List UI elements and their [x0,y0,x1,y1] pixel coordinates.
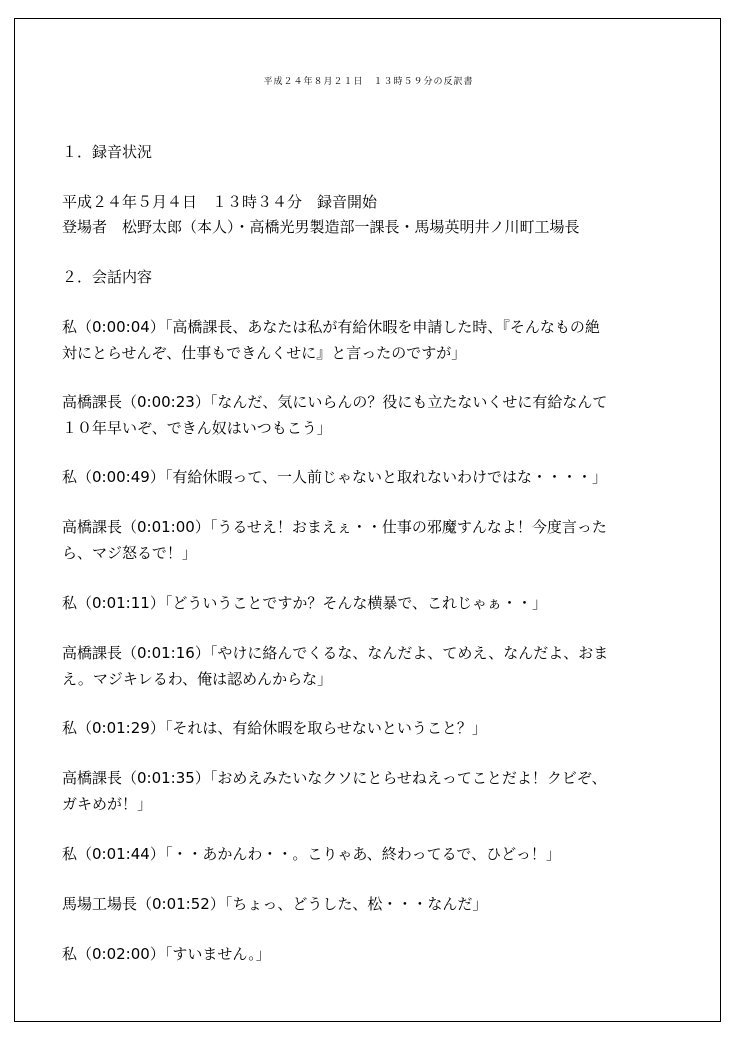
participants-line: 登場者 松野太郎（本人）・高橋光男製造部一課長・馬場英明井ノ川町工場長 [62,218,580,236]
entry-line: 高橋課長（0:00:23）「なんだ、気にいらんの？役にも立たないくせに有給なんて [62,393,608,411]
entry-line: １０年早いぞ、できん奴はいつもこう」 [62,419,332,437]
entry-line: 高橋課長（0:01:35）「おめえみたいなクソにとらせねえってことだよ！クビぞ、 [62,769,607,787]
entry-line: ら、マジ怒るで！」 [62,544,197,562]
conversation-entry [62,314,668,366]
entry-line: 私（0:01:29）「それは、有給休暇を取らせないということ？」 [62,719,487,737]
entry-line: 馬場工場長（0:01:52）「ちょっ、どうした、松・・・なんだ」 [62,895,488,913]
entry-line: 対にとらせんぞ、仕事もできんくせに』と言ったのですが」 [62,344,467,362]
entry-line: 私（0:01:11）「どういうことですか？そんな横暴で、これじゃぁ・・」 [62,594,548,612]
entry-line: 高橋課長（0:01:00）「うるせえ！おまえぇ・・仕事の邪魔すんなよ！今度言った [62,518,607,536]
section-heading-conversation: ２．会話内容 [62,268,153,286]
conversation-entry [62,841,668,867]
entry-line: え。マジキレるわ、俺は認めんからな」 [62,670,333,688]
conversation-entry [62,514,668,566]
entry-line: 私（0:02:00）「すいません。」 [62,945,271,963]
conversation-entry [62,389,668,441]
document-title: 平成２４年８月２１日 １３時５９分の反訳書 [263,77,474,87]
conversation-entry [62,941,668,967]
conversation-entry [62,891,668,917]
conversation-entry [62,715,668,741]
entry-line: 私（0:00:49）「有給休暇って、一人前じゃないと取れないわけではな・・・・」 [62,468,608,486]
entry-line: 私（0:01:44）「・・あかんわ・・。こりゃあ、終わってるで、ひどっ！」 [62,845,561,863]
conversation-entry [62,640,668,692]
conversation-entry [62,590,668,616]
recording-start-line: 平成２４年５月４日 １３時３４分 録音開始 [62,193,378,211]
entry-line: 高橋課長（0:01:16）「やけに絡んでくるな、なんだよ、てめえ、なんだよ、おま [62,644,609,662]
conversation-entry [62,464,668,490]
conversation-entry [62,765,668,817]
entry-line: 私（0:00:04）「高橋課長、あなたは私が有給休暇を申請した時、『そんなもの絶 [62,318,600,336]
entry-line: ガキめが！」 [62,795,153,813]
section-heading-recording-status: １．録音状況 [62,143,153,161]
